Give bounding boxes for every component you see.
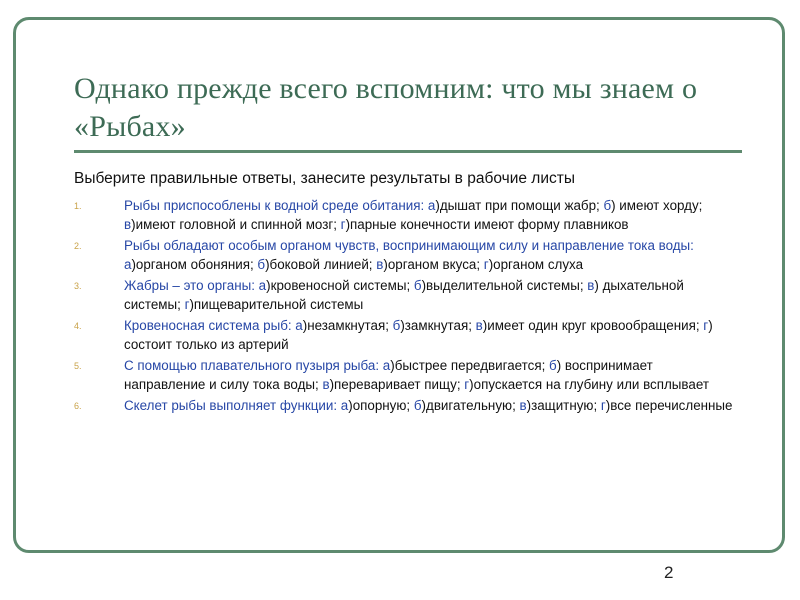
question-text: )кровеносной системы; (266, 278, 414, 293)
question-accent-text: г (340, 217, 346, 232)
question-text: )замкнутая; (400, 318, 476, 333)
question-text: )имеют головной и спинной мозг; (131, 217, 341, 232)
question-accent-text: б (413, 278, 422, 293)
question-accent-text: в (322, 377, 330, 392)
question-accent-text: б (257, 257, 266, 272)
question-number: 1. (74, 201, 82, 211)
question-text: )имеет один круг кровообращения; (482, 318, 704, 333)
question-accent-text: в (124, 217, 132, 232)
question-number: 3. (74, 281, 82, 291)
question-accent-text: в (587, 278, 595, 293)
question-text: )быстрее передвигается; (390, 358, 550, 373)
title-underline (74, 150, 742, 153)
question-accent-text: г (600, 398, 606, 413)
question-accent-text: г (703, 318, 709, 333)
question-accent-text: б (603, 198, 612, 213)
question-accent-text: в (376, 257, 384, 272)
question-item (74, 276, 734, 314)
question-accent-text: г (464, 377, 470, 392)
question-accent-text: в (519, 398, 527, 413)
instructions-text: Выберите правильные ответы, занесите результаты в рабочие листы (74, 170, 575, 187)
question-item (74, 316, 734, 354)
question-text: )парные конечности имеют форму плавников (345, 217, 629, 232)
question-text: )пищеварительной системы (189, 297, 364, 312)
question-accent-text: б (413, 398, 422, 413)
question-text: )незамкнутая; (302, 318, 393, 333)
question-accent-text: б (549, 358, 557, 373)
question-accent-text: г (184, 297, 190, 312)
question-text: )все перечисленные (605, 398, 733, 413)
question-text: ) дыхательной системы; (124, 278, 684, 312)
question-text: )органом слуха (488, 257, 584, 272)
question-accent-text: Рыбы обладают особым органом чувств, воспринимающим силу и направление тока воды: а (124, 238, 694, 272)
question-text: ) имеют хорду; (611, 198, 703, 213)
question-number: 2. (74, 241, 82, 251)
question-item (74, 356, 734, 394)
question-number: 4. (74, 321, 82, 331)
question-accent-text: в (475, 318, 483, 333)
question-accent-text: С помощью плавательного пузыря рыба: а (124, 358, 391, 373)
question-text: ) состоит только из артерий (124, 318, 713, 352)
question-item (74, 396, 734, 415)
question-text: )двигательную; (421, 398, 520, 413)
question-text: )защитную; (526, 398, 601, 413)
question-text: )переваривает пищу; (329, 377, 465, 392)
question-list (74, 196, 734, 417)
question-text: )боковой линией; (265, 257, 377, 272)
question-accent-text: г (483, 257, 489, 272)
question-text: )дышат при помощи жабр; (435, 198, 604, 213)
question-text: )органом вкуса; (383, 257, 484, 272)
question-item (74, 236, 734, 274)
page-number: 2 (664, 563, 674, 582)
question-text: )опорную; (348, 398, 414, 413)
question-text: )органом обоняния; (131, 257, 258, 272)
question-accent-text: б (392, 318, 401, 333)
question-number: 6. (74, 401, 82, 411)
question-item (74, 196, 734, 234)
question-text: )выделительной системы; (421, 278, 588, 293)
slide-title: Однако прежде всего вспомним: что мы знаем о «Рыбах» (74, 72, 698, 143)
question-accent-text: Кровеносная система рыб: а (124, 318, 303, 333)
question-number: 5. (74, 361, 82, 371)
question-accent-text: Рыбы приспособлены к водной среде обитания: а (124, 198, 436, 213)
question-text: ) воспринимает направление и силу тока воды; (124, 358, 653, 392)
question-accent-text: Скелет рыбы выполняет функции: а (124, 398, 349, 413)
question-accent-text: Жабры – это органы: а (124, 278, 267, 293)
question-text: )опускается на глубину или всплывает (469, 377, 709, 392)
